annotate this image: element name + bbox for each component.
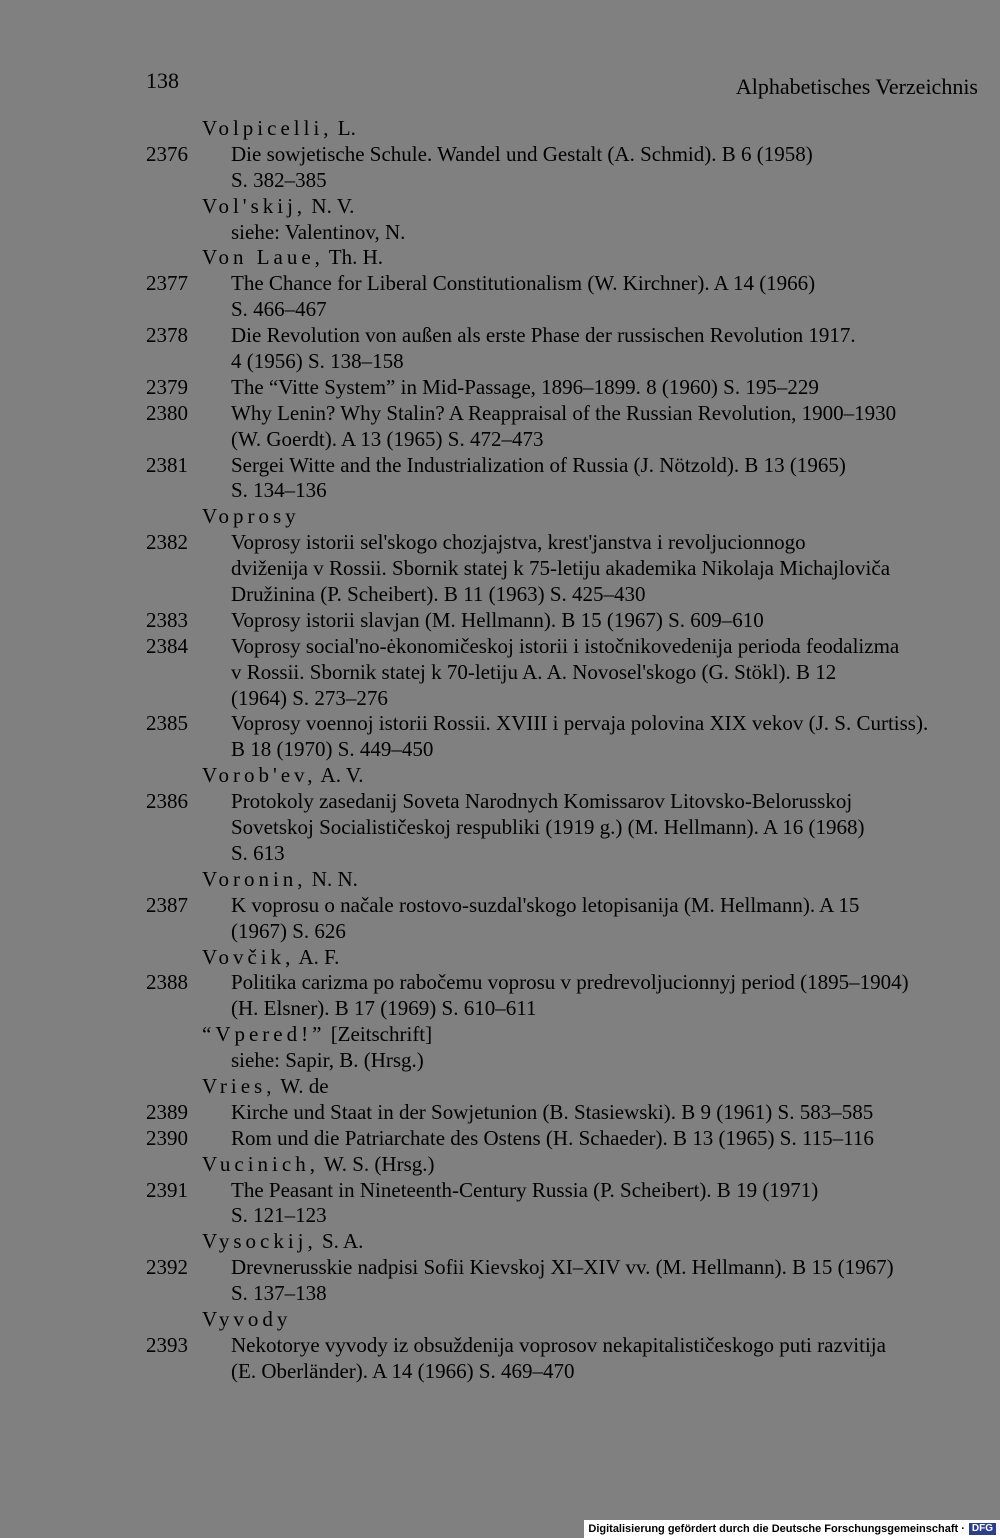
index-entry xyxy=(0,1333,1000,1359)
entry-text: The “Vitte System” in Mid-Passage, 1896–1899. 8 (1960) S. 195–229 xyxy=(231,374,819,399)
entry-continuation xyxy=(0,297,1000,323)
entry-text: 4 (1956) S. 138–158 xyxy=(231,349,404,374)
author-heading xyxy=(0,867,1000,893)
dfg-logo: DFG xyxy=(969,1523,996,1535)
index-entry xyxy=(0,893,1000,919)
entry-text: Voprosy social'no-ėkonomičeskoj istorii i istočnikovedenija perioda feodalizma xyxy=(231,633,900,658)
index-entry xyxy=(0,634,1000,660)
author-name: Vovčik, xyxy=(202,944,295,969)
author-heading xyxy=(0,1152,1000,1178)
entry-number: 2386 xyxy=(146,789,188,814)
entry-text: The Peasant in Nineteenth-Century Russia (P. Scheibert). B 19 (1971) xyxy=(231,1177,819,1202)
entry-continuation xyxy=(0,1203,1000,1229)
entry-text: Voprosy istorii slavjan (M. Hellmann). B 15 (1967) S. 609–610 xyxy=(231,607,764,632)
entry-text: Kirche und Staat in der Sowjetunion (B. Stasiewski). B 9 (1961) S. 583–585 xyxy=(231,1099,874,1124)
entry-continuation xyxy=(0,660,1000,686)
entry-text: S. 137–138 xyxy=(231,1281,327,1306)
entry-continuation xyxy=(0,556,1000,582)
index-entry xyxy=(0,1255,1000,1281)
entry-continuation xyxy=(0,1048,1000,1074)
index-entry xyxy=(0,608,1000,634)
entry-number: 2392 xyxy=(146,1255,188,1280)
entry-number: 2390 xyxy=(146,1125,188,1150)
entry-text: dviženija v Rossii. Sbornik statej k 75-letiju akademika Nikolaja Michajloviča xyxy=(231,556,891,581)
index-entry xyxy=(0,970,1000,996)
entry-continuation xyxy=(0,349,1000,375)
entry-text: Družinina (P. Scheibert). B 11 (1963) S. 425–430 xyxy=(231,582,646,607)
entry-number: 2385 xyxy=(146,711,188,736)
author-name: Voronin, xyxy=(202,866,307,891)
index-entry xyxy=(0,530,1000,556)
entry-text: Die Revolution von außen als erste Phase der russischen Revolution 1917. xyxy=(231,323,856,348)
entry-text: The Chance for Liberal Constitutionalism (W. Kirchner). A 14 (1966) xyxy=(231,271,816,296)
entry-text: Sovetskoj Socialističeskoj respubliki (1919 g.) (M. Hellmann). A 16 (1968) xyxy=(231,815,865,840)
author-name: Vol'skij, xyxy=(202,193,307,218)
author-name: Vucinich, xyxy=(202,1151,319,1176)
entry-number: 2388 xyxy=(146,970,188,995)
entry-continuation xyxy=(0,815,1000,841)
entry-text: S. 613 xyxy=(231,840,285,865)
author-heading xyxy=(0,116,1000,142)
entry-number: 2380 xyxy=(146,400,188,425)
entry-number: 2377 xyxy=(146,271,188,296)
author-initials: N. V. xyxy=(306,193,355,218)
author-name: Vysockij, xyxy=(202,1229,317,1254)
author-initials: [Zeitschrift] xyxy=(325,1022,433,1047)
author-name: Vorob'ev, xyxy=(202,763,317,788)
entry-continuation xyxy=(0,919,1000,945)
author-heading xyxy=(0,504,1000,530)
entry-text: Rom und die Patriarchate des Ostens (H. Schaeder). B 13 (1965) S. 115–116 xyxy=(231,1125,874,1150)
index-entry xyxy=(0,1126,1000,1152)
entry-continuation xyxy=(0,478,1000,504)
index-entries xyxy=(0,116,1000,1385)
entry-text: S. 121–123 xyxy=(231,1203,327,1228)
entry-continuation xyxy=(0,582,1000,608)
entry-text: (W. Goerdt). A 13 (1965) S. 472–473 xyxy=(231,426,544,451)
entry-continuation xyxy=(0,996,1000,1022)
author-heading xyxy=(0,945,1000,971)
author-heading xyxy=(0,194,1000,220)
entry-text: siehe: Valentinov, N. xyxy=(231,219,406,244)
entry-continuation xyxy=(0,841,1000,867)
author-initials: A. V. xyxy=(316,763,364,788)
author-heading xyxy=(0,763,1000,789)
author-name: Vries, xyxy=(202,1073,276,1098)
entry-continuation xyxy=(0,1359,1000,1385)
entry-text: Nekotorye vyvody iz obsuždenija voprosov nekapitalističeskogo puti razvitija xyxy=(231,1332,886,1357)
footer-text: Digitalisierung gefördert durch die Deutsche Forschungsgemeinschaft · xyxy=(588,1523,965,1535)
index-entry xyxy=(0,789,1000,815)
entry-number: 2382 xyxy=(146,530,188,555)
author-initials: W. de xyxy=(275,1073,329,1098)
author-initials: S. A. xyxy=(316,1229,364,1254)
entry-number: 2393 xyxy=(146,1332,188,1357)
author-heading xyxy=(0,1229,1000,1255)
author-name: Vyvody xyxy=(202,1306,292,1331)
page-number: 138 xyxy=(146,68,179,93)
index-entry xyxy=(0,453,1000,479)
index-entry xyxy=(0,375,1000,401)
entry-number: 2378 xyxy=(146,323,188,348)
author-initials: N. N. xyxy=(306,866,358,891)
entry-text: Sergei Witte and the Industrialization of Russia (J. Nötzold). B 13 (1965) xyxy=(231,452,846,477)
entry-text: (1964) S. 273–276 xyxy=(231,685,388,710)
author-initials: L. xyxy=(332,116,356,140)
author-heading xyxy=(0,1022,1000,1048)
entry-continuation xyxy=(0,168,1000,194)
entry-continuation xyxy=(0,427,1000,453)
entry-text: Protokoly zasedanij Soveta Narodnych Komissarov Litovsko-Belorusskoj xyxy=(231,789,853,814)
entry-text: (1967) S. 626 xyxy=(231,918,346,943)
author-heading xyxy=(0,1074,1000,1100)
entry-text: (H. Elsner). B 17 (1969) S. 610–611 xyxy=(231,996,537,1021)
index-entry xyxy=(0,271,1000,297)
index-entry xyxy=(0,1178,1000,1204)
entry-number: 2389 xyxy=(146,1099,188,1124)
author-heading xyxy=(0,1307,1000,1333)
entry-text: Why Lenin? Why Stalin? A Reappraisal of the Russian Revolution, 1900–1930 xyxy=(231,400,897,425)
entry-continuation xyxy=(0,686,1000,712)
entry-text: S. 382–385 xyxy=(231,167,327,192)
index-entry xyxy=(0,142,1000,168)
entry-number: 2379 xyxy=(146,374,188,399)
entry-text: siehe: Sapir, B. (Hrsg.) xyxy=(231,1048,424,1073)
author-heading xyxy=(0,245,1000,271)
entry-text: (E. Oberländer). A 14 (1966) S. 469–470 xyxy=(231,1358,575,1383)
digitization-footer xyxy=(584,1520,1000,1538)
author-name: “Vpered!” xyxy=(202,1022,326,1047)
entry-text: v Rossii. Sbornik statej k 70-letiju A. A. Novosel'skogo (G. Stökl). B 12 xyxy=(231,659,837,684)
entry-text: S. 466–467 xyxy=(231,297,327,322)
author-initials: A. F. xyxy=(294,944,340,969)
entry-number: 2387 xyxy=(146,892,188,917)
entry-number: 2381 xyxy=(146,452,188,477)
index-entry xyxy=(0,323,1000,349)
entry-number: 2376 xyxy=(146,141,188,166)
index-entry xyxy=(0,1100,1000,1126)
entry-text: K voprosu o načale rostovo-suzdal'skogo letopisanija (M. Hellmann). A 15 xyxy=(231,892,860,917)
entry-continuation xyxy=(0,1281,1000,1307)
author-initials: W. S. (Hrsg.) xyxy=(318,1151,435,1176)
entry-text: Voprosy istorii sel'skogo chozjajstva, krest'janstva i revoljucionnogo xyxy=(231,530,806,555)
entry-number: 2383 xyxy=(146,607,188,632)
index-entry xyxy=(0,711,1000,737)
author-name: Von Laue, xyxy=(202,245,324,270)
entry-number: 2391 xyxy=(146,1177,188,1202)
entry-text: B 18 (1970) S. 449–450 xyxy=(231,737,434,762)
entry-text: Voprosy voennoj istorii Rossii. XVIII i pervaja polovina XIX vekov (J. S. Curtiss). xyxy=(231,711,929,736)
entry-text: Politika carizma po rabočemu voprosu v predrevoljucionnyj period (1895–1904) xyxy=(231,970,909,995)
entry-continuation xyxy=(0,737,1000,763)
author-name: Voprosy xyxy=(202,504,300,529)
entry-text: S. 134–136 xyxy=(231,478,327,503)
entry-text: Drevnerusskie nadpisi Sofii Kievskoj XI–XIV vv. (M. Hellmann). B 15 (1967) xyxy=(231,1255,894,1280)
author-name: Volpicelli, xyxy=(202,116,333,140)
entry-number: 2384 xyxy=(146,633,188,658)
index-entry xyxy=(0,401,1000,427)
entry-text: Die sowjetische Schule. Wandel und Gestalt (A. Schmid). B 6 (1958) xyxy=(231,141,813,166)
running-title: Alphabetisches Verzeichnis xyxy=(735,74,978,99)
author-initials: Th. H. xyxy=(323,245,384,270)
entry-continuation xyxy=(0,220,1000,246)
